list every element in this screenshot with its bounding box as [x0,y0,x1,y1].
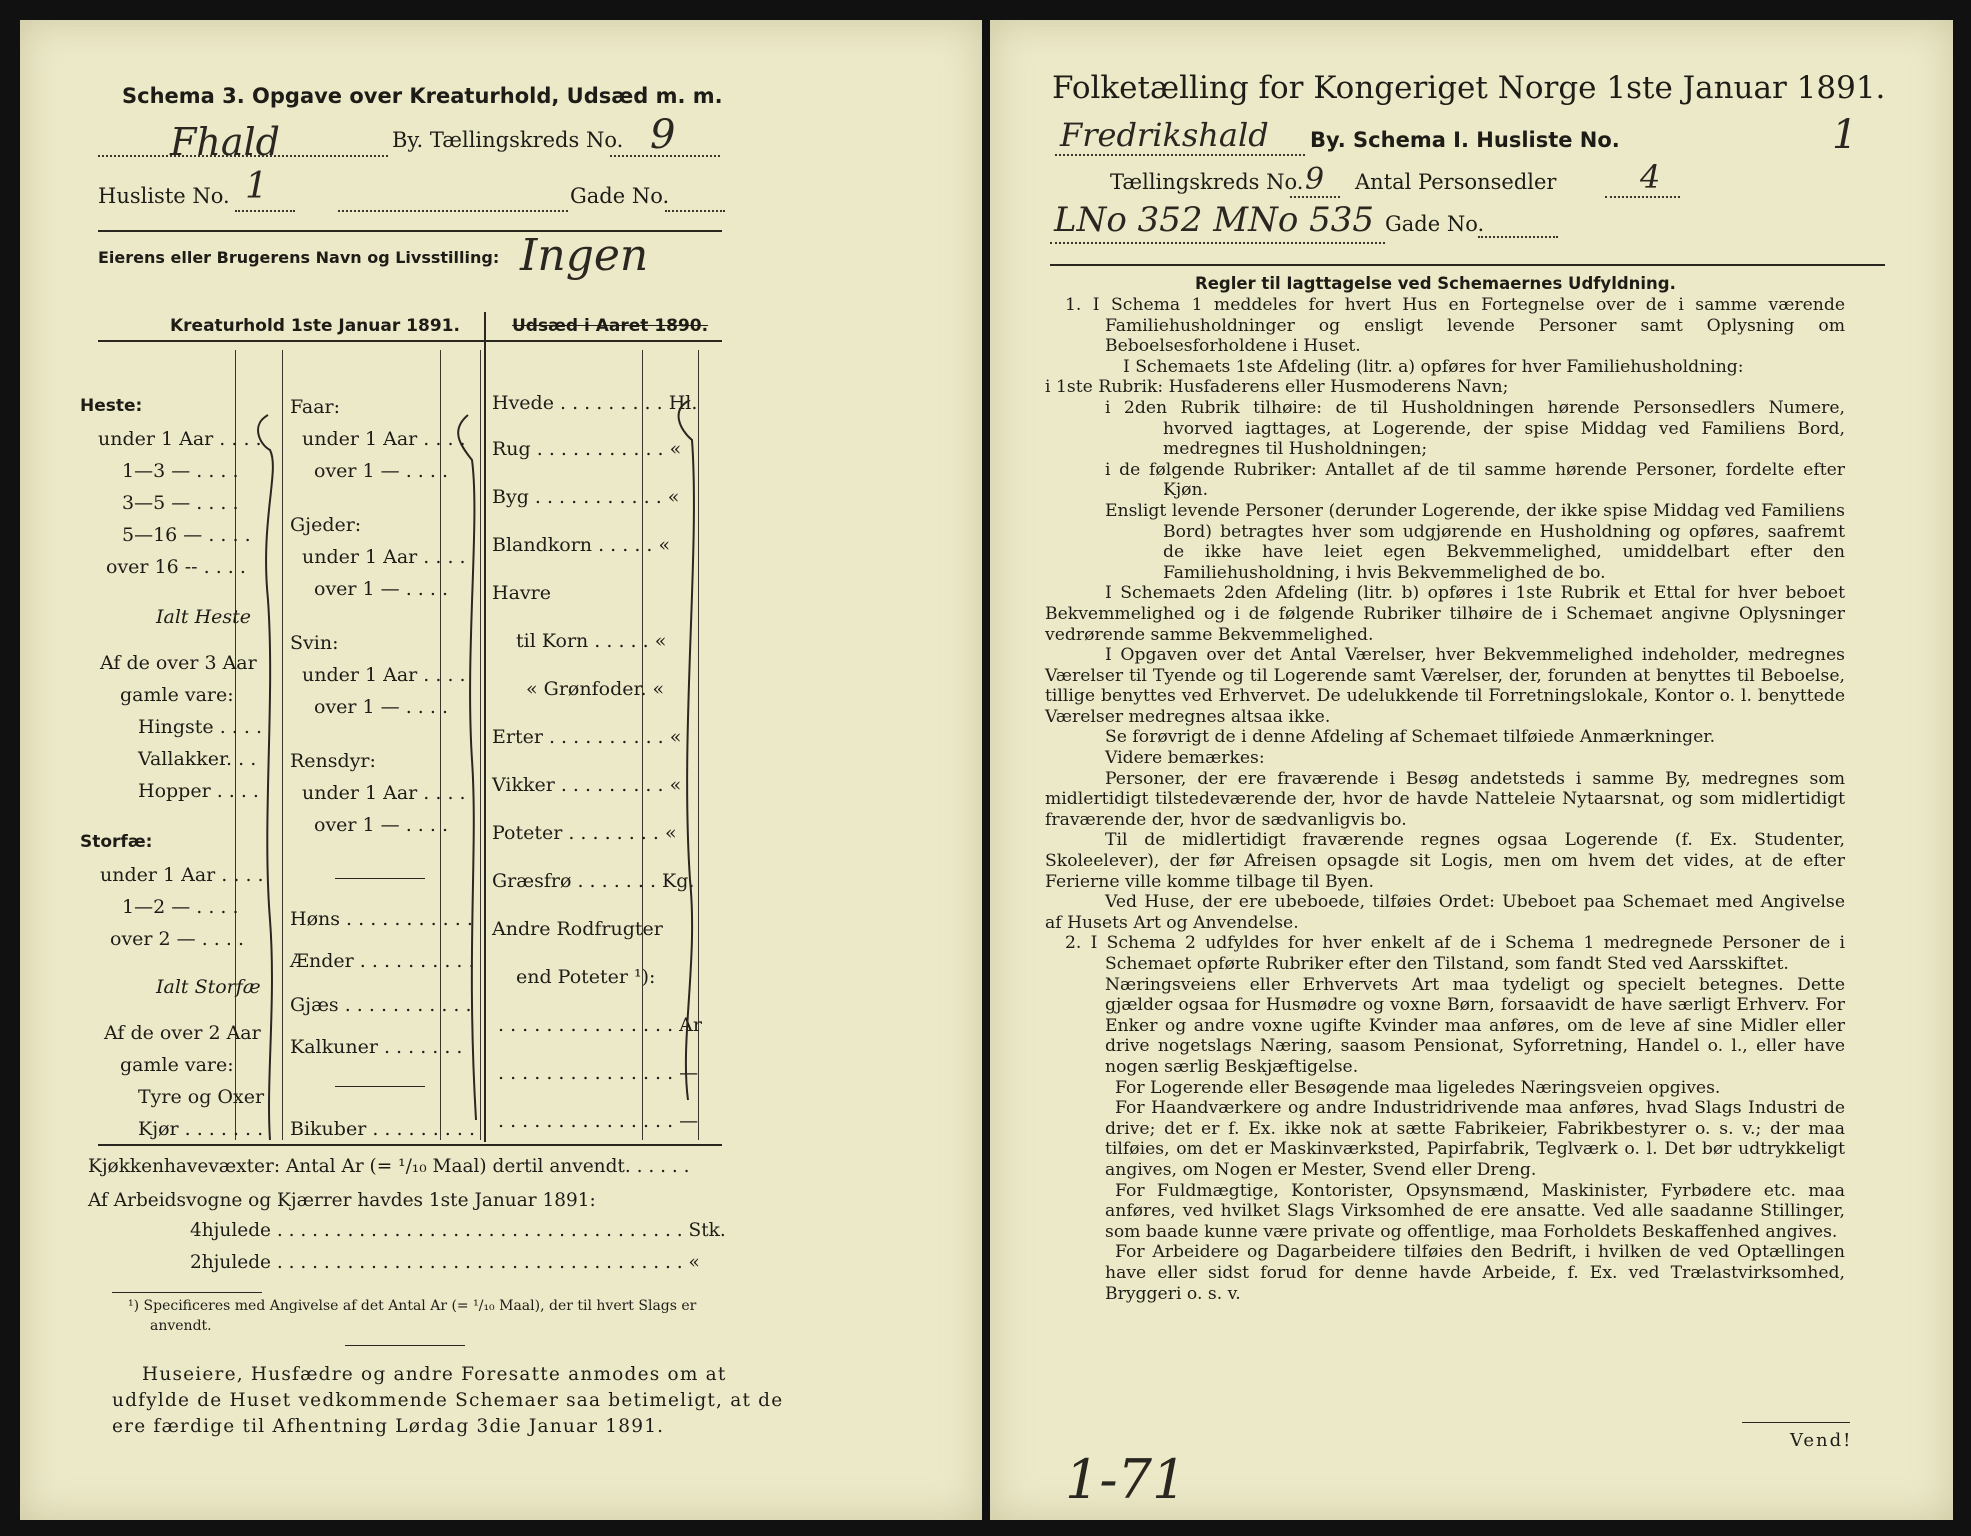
rule-p7: I Schemaets 2den Afdeling (litr. b) opføres i 1ste Rubrik et Ettal for hver beboet Bekvemmelighed og i de følgende Rubriker tilhøire de i Schemaet angivne Oplysninger vedrørende samme Bekvemmelighed. [1045,583,1845,645]
hingste: Hingste . . . . [138,716,262,738]
rensdyr-row: over 1 — . . . . [314,814,448,836]
rule-p17: For Haandværkere og andre Industridrivende maa anføres, hvad Slags Industri de drive; det er f. Ex. ikke nok at sætte Fabrikeier, Fabrikbestyrer o. s. v.; der maa tilføies, om det er Maskinværksted, Papirfabrik, Teglværk o. l. Det bør udtrykkeligt angives, om Nogen er Mester, Svend eller Dreng. [1105,1098,1845,1180]
heste-row: 5—16 — . . . . [122,524,251,546]
end-poteter: end Poteter ¹): [516,966,656,988]
arbeidsvogne: Af Arbeidsvogne og Kjærrer havdes 1ste Januar 1891: [88,1190,596,1211]
erter: Erter . . . . . . . . . . « [492,726,682,748]
kjor: Kjør . . . . . . . [138,1118,264,1140]
rule-p8: I Opgaven over det Antal Værelser, hver Bekvemmelighed indeholder, medregnes Værelser til Tyende og til Logerende samt Værelser, der, forunden at benyttes til Beboelse, tillige benyttes ved Erhvervet. De udelukkende til Forretningslokale, Kontor o. l. benyttede Værelser medregnes altsaa ikke. [1045,645,1845,727]
faar-row: under 1 Aar . . . . [302,428,466,450]
rule-p14: 2. I Schema 2 udfyldes for hver enkelt af de i Schema 1 medregnede Personer de i Schemaet opførte Rubriker efter den Tilstand, som fandt Sted ved Aarsskiftet. [1065,933,1845,974]
heste-row: over 16 -- . . . . [106,556,246,578]
tyre-og-oxer: Tyre og Oxer [138,1086,265,1108]
rule-p18: For Fuldmægtige, Kontorister, Opsynsmænd, Maskinister, Fyrbødere etc. maa anføres, ved hvilket Slags Virksomhed de ere ansatte. Ved alle saadanne Stillinger, som baade kunne være private og offentlige, maa Forholdets Beskaffenhed angives. [1105,1180,1845,1242]
footnote-line2: anvendt. [150,1318,212,1334]
til-korn: til Korn . . . . . « [516,630,667,652]
aender: Ænder . . . . . . . . . . [290,950,475,972]
rule-p12: Til de midlertidigt fraværende regnes ogsaa Logerende (f. Ex. Studenter, Skoleelever), der før Afreisen opsagde sit Logis, men om hvem det vides, at de efter Ferierne ville komme tilbage til Byen. [1045,830,1845,892]
owner-label: Eierens eller Brugerens Navn og Livsstilling: [98,248,500,267]
ialt-heste: Ialt Heste [156,606,252,628]
gjeder-row: over 1 — . . . . [314,578,448,600]
vallakker: Vallakker. . . [138,748,257,770]
storfae-row: over 2 — . . . . [110,928,244,950]
gronfoder: « Grønfoder. « [526,678,665,700]
rensdyr-heading: Rensdyr: [290,750,376,772]
heste-heading: Heste: [80,396,143,416]
closing-line3: ere færdige til Afhentning Lørdag 3die Januar 1891. [112,1416,665,1437]
rensdyr-row: under 1 Aar . . . . [302,782,466,804]
andre-rodfrugter: Andre Rodfrugter [492,918,663,940]
left-page-schema-3 [20,20,982,1520]
gamle-vare: gamle vare: [120,684,234,706]
to-hjulede: 2hjulede . . . . . . . . . . . . . . . . . . . . . . . . . . . . . . . . . . . « [190,1252,700,1273]
rule-p10: Videre bemærkes: [1105,748,1265,769]
byg: Byg . . . . . . . . . . . « [492,486,680,508]
husliste-no-handwritten: 1 [245,166,268,207]
heste-row: 3—5 — . . . . [122,492,239,514]
rule-p15: Næringsveiens eller Erhvervets Art maa tydeligt og specielt betegnes. Dette gjælder ogsaa for Husmødre og voxne Børn, forsaavidt de have særligt Erhverv. For Enker og andre voxne ugifte Kvinder maa anføres, om de leve af sine Midler eller drive nogetslags Næring, saasom Pensionat, Syforretning, Handel o. l., eller have nogen særlig Beskjæftigelse. [1105,974,1845,1077]
rug: Rug . . . . . . . . . . . « [492,438,682,460]
gjeder-row: under 1 Aar . . . . [302,546,466,568]
handwritten-dash-marks [240,400,720,1150]
page-mark-handwritten: 1-71 [1065,1448,1187,1511]
dash-line: . . . . . . . . . . . . . . . — [498,1110,699,1132]
heste-row: under 1 Aar . . . . [98,428,262,450]
ialt-storfae: Ialt Storfæ [156,976,261,998]
footnote-line1: ¹) Specificeres med Angivelse af det Antal Ar (= ¹/₁₀ Maal), der til hvert Slags er [128,1298,697,1314]
by-handwritten: Fhald [170,120,280,164]
storfae-heading: Storfæ: [80,832,153,852]
kreds-no-handwritten: 9 [650,112,676,158]
rule-p2: I Schemaets 1ste Afdeling (litr. a) opføres for hver Familiehusholdning: [1123,356,1744,377]
rule-p1: 1. I Schema 1 meddeles for hvert Hus en Fortegnelse over de i samme værende Familiehusholdninger og ensligt levende Personer samt Oplysning om Beboelsesforholdene i Huset. [1065,295,1845,357]
rules-text [1045,295,1845,1304]
rule-p11: Personer, der ere fraværende i Besøg andetsteds i samme By, medregnes som midlertidigt tilstedeværende der, hvor de havde Natteleie Nytaarsnat, og som midlertidigt fraværende der, hvor de sædvanligvis bo. [1045,768,1845,830]
closing-line2: udfylde de Huset vedkommende Schemaer saa betimeligt, at de [112,1390,784,1411]
gamle-vare: gamle vare: [120,1054,234,1076]
rule-p6: Ensligt levende Personer (derunder Logerende, der ikke spise Middag ved Familiens Bord) betragtes hver som udgjørende en Husholdning og opføres, saafremt de ikke have leiet egen Bekvemmelighed, umiddelbart efter den Familiehusholdning, i hvis Bekvemmelighed de bo. [1105,500,1845,583]
rule-p5: i de følgende Rubriker: Antallet af de til samme hørende Personer, fordelte efter Kjøn. [1105,459,1845,501]
antal-personsedler-label: Antal Personsedler [1355,170,1557,194]
by-handwritten: Fredrikshald [1060,116,1269,154]
hvede: Hvede . . . . . . . . . Hl. [492,392,698,414]
husliste-label: Husliste No. [98,184,230,208]
rule-p9: Se forøvrigt de i denne Afdeling af Schemaet tilføiede Anmærkninger. [1105,727,1716,748]
kreaturhold-header: Kreaturhold 1ste Januar 1891. [170,316,460,336]
closing-line1: Huseiere, Husfædre og andre Foresatte anmodes om at [142,1364,727,1385]
rule-p13: Ved Huse, der ere ubeboede, tilføies Ordet: Ubeboet paa Schemaet med Angivelse af Husets Art og Anvendelse. [1045,892,1845,933]
gade-label: Gade No. [1385,212,1485,236]
schema-3-title: Schema 3. Opgave over Kreaturhold, Udsæd m. m. [122,84,723,108]
svin-row: under 1 Aar . . . . [302,664,466,686]
udsaed-header: Udsæd i Aaret 1890. [512,316,709,336]
kalkuner: Kalkuner . . . . . . . [290,1036,463,1058]
poteter: Poteter . . . . . . . . « [492,822,677,844]
graesfro: Græsfrø . . . . . . . Kg. [492,870,695,892]
dash-line: . . . . . . . . . . . . . . . — [498,1062,699,1084]
fire-hjulede: 4hjulede . . . . . . . . . . . . . . . . . . . . . . . . . . . . . . . . . . . Stk. [190,1220,726,1241]
storfae-row: under 1 Aar . . . . [100,864,264,886]
handwritten-numbers: LNo 352 MNo 535 [1054,200,1375,240]
vend-label: Vend! [1790,1430,1853,1451]
rule-p4: i 2den Rubrik tilhøire: de til Husholdningen hørende Personsedlers Numere, hvorved iagttages, at Logerende, der spise Middag ved Familiens Bord, medregnes til Husholdningen; [1105,397,1845,460]
svin-row: over 1 — . . . . [314,696,448,718]
bikuber: Bikuber . . . . . . . . . [290,1118,475,1140]
ar-line: . . . . . . . . . . . . . . . Ar [498,1014,702,1036]
husliste-no-handwritten: 1 [1832,112,1858,158]
gade-label: Gade No. [570,184,670,208]
rule-p19: For Arbeidere og Dagarbeidere tilføies den Bedrift, i hvilken de ved Optællingen have eller sidst forud for denne havde Arbeide, f. Ex. ved Trælastvirksomhed, Bryggeri o. s. v. [1105,1242,1845,1304]
heste-row: 1—3 — . . . . [122,460,239,482]
kjokkenhavevaexter: Kjøkkenhavevæxter: Antal Ar (= ¹/₁₀ Maal) dertil anvendt. . . . . . [88,1156,690,1177]
rule-p16: For Logerende eller Besøgende maa ligeledes Næringsveien opgives. [1115,1077,1721,1098]
faar-heading: Faar: [290,396,341,418]
gjaes: Gjæs . . . . . . . . . . . [290,994,472,1016]
rules-title: Regler til Iagttagelse ved Schemaernes Udfyldning. [1195,274,1676,293]
kreds-no-handwritten: 9 [1305,162,1325,197]
rule-p3: i 1ste Rubrik: Husfaderens eller Husmoderens Navn; [1045,377,1509,398]
hopper: Hopper . . . . [138,780,259,802]
census-title: Folketælling for Kongeriget Norge 1ste Januar 1891. [1052,70,1886,106]
blandkorn: Blandkorn . . . . . « [492,534,671,556]
antal-handwritten: 4 [1640,158,1661,196]
af-over-2-aar: Af de over 2 Aar [104,1022,261,1044]
kreds-label: Tællingskreds No. [1110,170,1304,194]
svin-heading: Svin: [290,632,339,654]
havre: Havre [492,582,551,604]
gjeder-heading: Gjeder: [290,514,362,536]
storfae-row: 1—2 — . . . . [122,896,239,918]
owner-handwritten: Ingen [520,230,649,281]
af-over-3-aar: Af de over 3 Aar [100,652,257,674]
by-schema-husliste-label: By. Schema I. Husliste No. [1310,128,1620,152]
hons: Høns . . . . . . . . . . . [290,908,473,930]
vikker: Vikker . . . . . . . . . « [492,774,682,796]
faar-row: over 1 — . . . . [314,460,448,482]
right-page-schema-1 [990,20,1953,1520]
by-kreds-label: By. Tællingskreds No. [392,128,624,152]
